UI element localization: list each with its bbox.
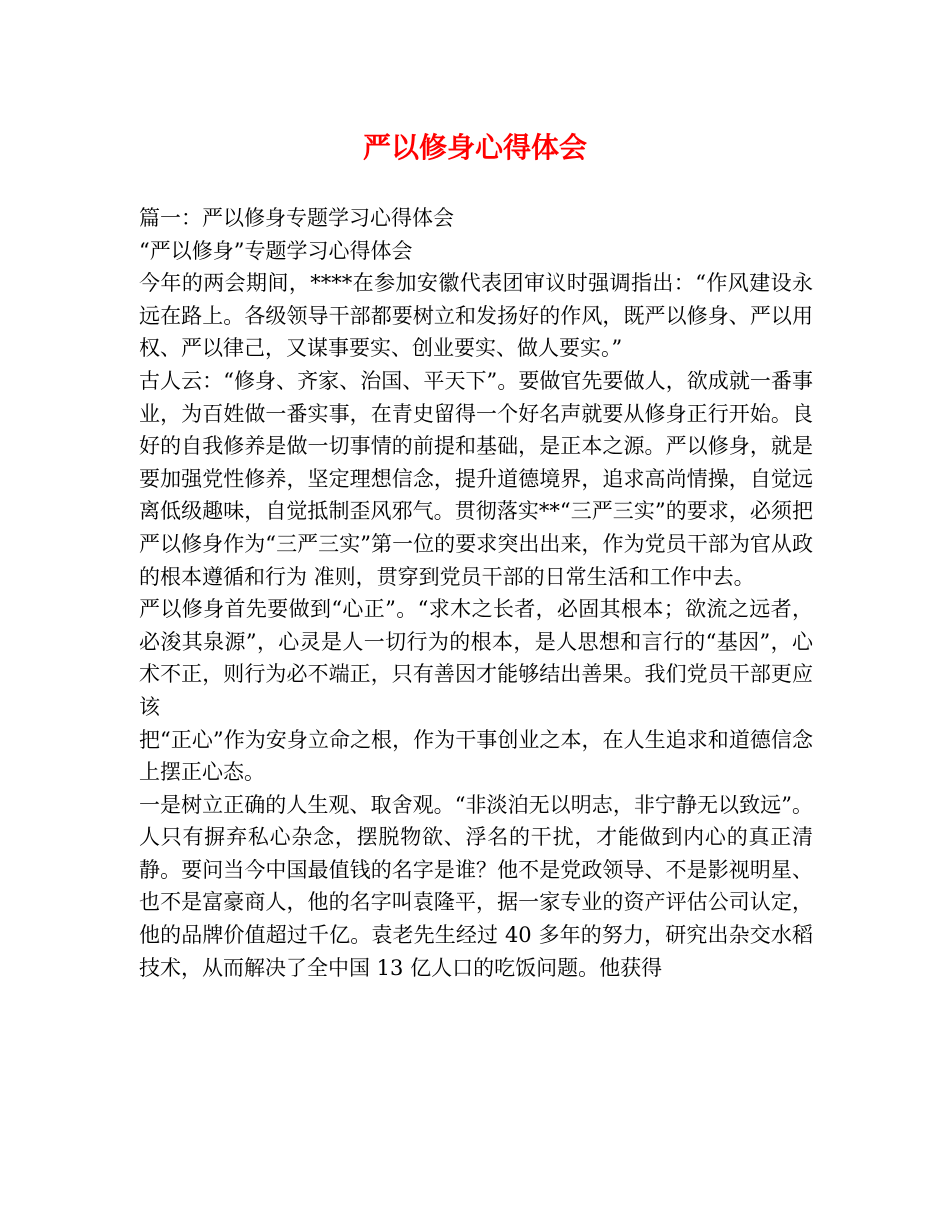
section-heading: 篇一：严以修身专题学习心得体会 — [139, 206, 454, 230]
document-title: 严以修身心得体会 — [362, 131, 587, 164]
document-body — [139, 202, 813, 984]
body-paragraph: 古人云：“修身、齐家、治国、平天下”。要做官先要做人，欲成就一番事业，为百姓做一番实事，在青史留得一个好名声就要从修身正行开始。良好的自我修养是做一切事情的前提和基础，是正本之源。严以修身，就是要加强党性修养，坚定理想信念，提升道德境界，追求高尚情操，自觉远离低级趣味，自觉抵制歪风邪气。贯彻落实**“三严三实”的要求，必须把严以修身作为“三严三实”第一位的要求突出出来，作为党员干部为官从政的根本遵循和行为 准则，贯穿到党员干部的日常生活和工作中去。 — [139, 368, 813, 589]
body-paragraph: 今年的两会期间，****在参加安徽代表团审议时强调指出：“作风建设永远在路上。各级领导干部都要树立和发扬好的作风，既严以修身、严以用权、严以律己，又谋事要实、创业要实、做人要实。” — [139, 271, 813, 361]
body-paragraph: 严以修身首先要做到“心正”。“求木之长者，必固其根本；欲流之远者，必浚其泉源”，心灵是人一切行为的根本，是人思想和言行的“基因”，心术不正，则行为必不端正，只有善因才能够结出善果。我们党员干部更应该 — [139, 597, 813, 719]
body-paragraph: 把“正心”作为安身立命之根，作为干事创业之本，在人生追求和道德信念上摆正心态。 — [139, 727, 813, 785]
article-subtitle: “严以修身”专题学习心得体会 — [139, 238, 413, 263]
body-paragraph: 一是树立正确的人生观、取舍观。“非淡泊无以明志，非宁静无以致远”。人只有摒弃私心杂念，摆脱物欲、浮名的干扰，才能做到内心的真正清静。要问当今中国最值钱的名字是谁？他不是党政领导、不是影视明星、也不是富豪商人，他的名字叫袁隆平，据一家专业的资产评估公司认定，他的品牌价值超过千亿。袁老先生经过 40 多年的努力，研究出杂交水稻技术，从而解决了全中国 13 亿人口的吃饭问题。他获得 — [139, 792, 813, 980]
